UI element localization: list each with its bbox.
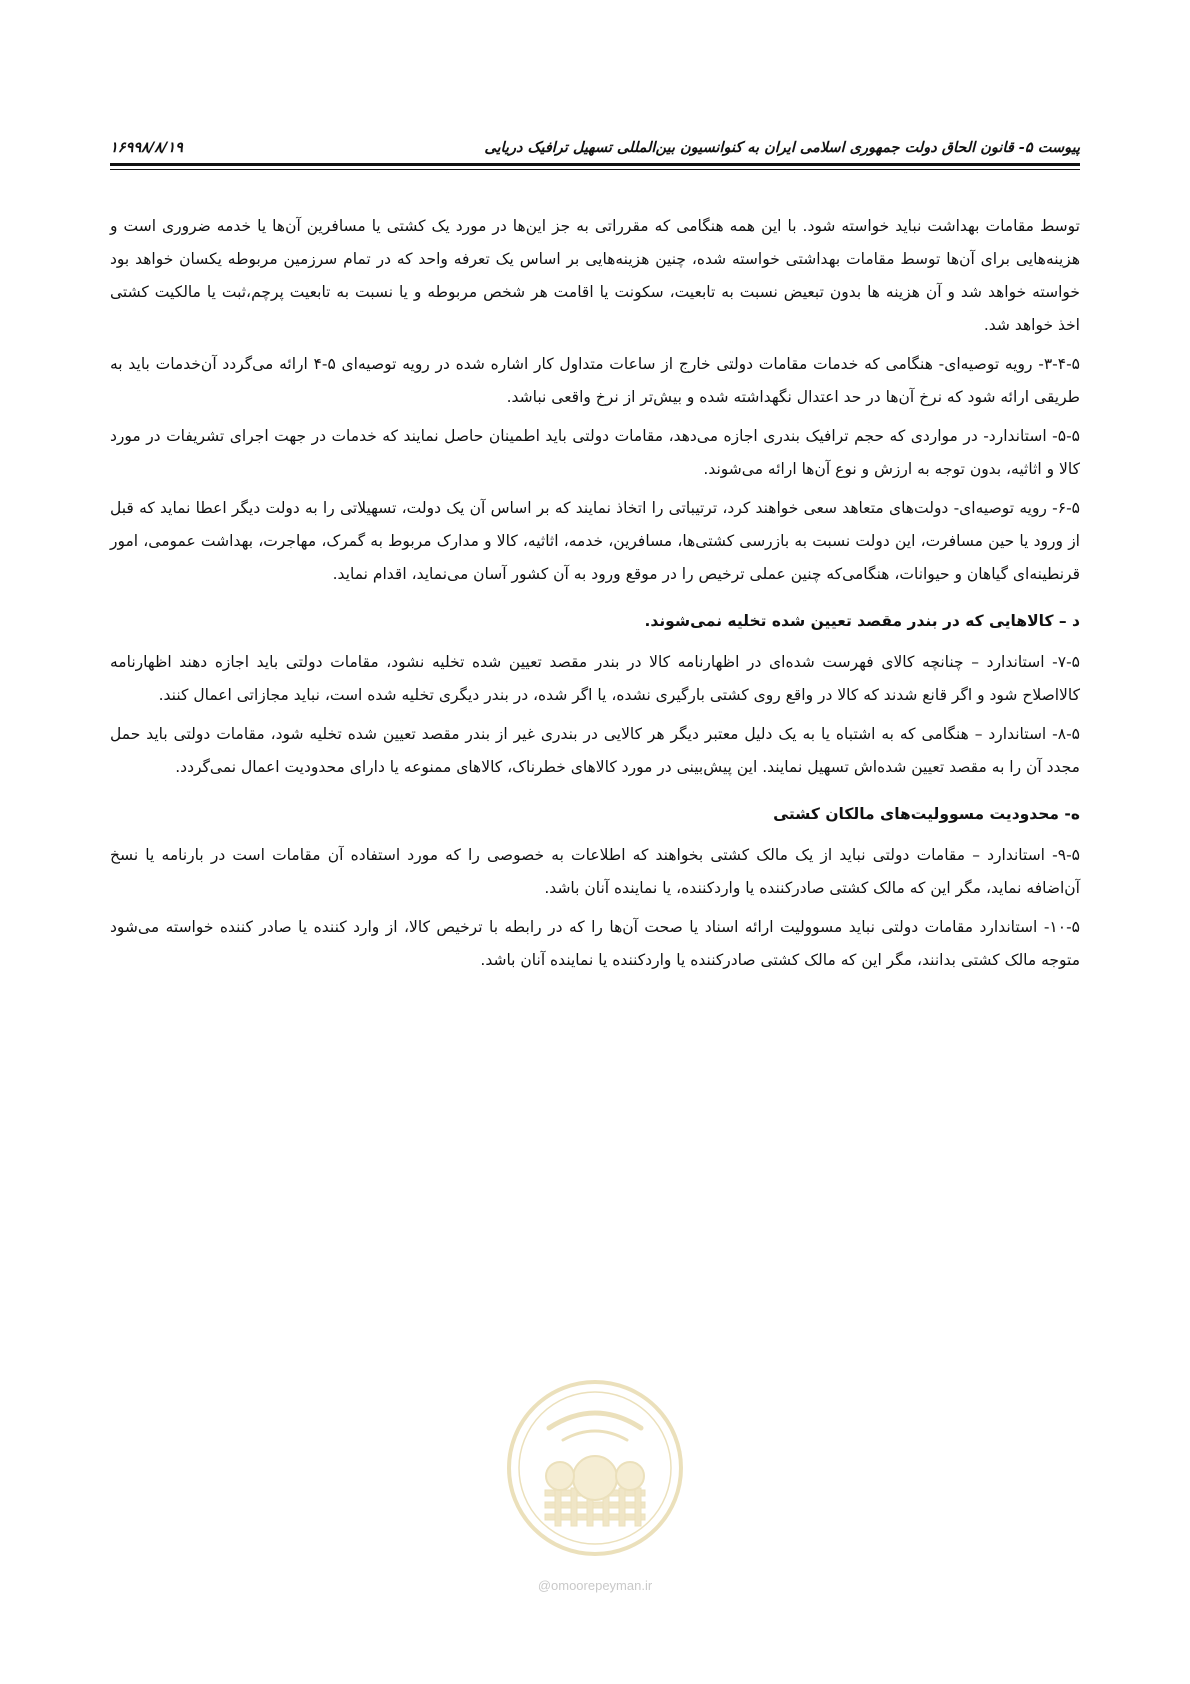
header-rule-thick xyxy=(110,163,1080,166)
section-heading-d: د – کالاهایی که در بندر مقصد تعیین شده تخلیه نمی‌شوند. xyxy=(644,612,1080,630)
header-rule-thin xyxy=(110,169,1080,170)
header-title: پیوست ۵- قانون الحاق دولت جمهوری اسلامی ایران به کنوانسیون بین‌المللی تسهیل ترافیک دریایی xyxy=(484,140,1080,156)
paragraph-5-4-3: ۳-۴-۵- رویه توصیه‌ای- هنگامی که خدمات مقامات دولتی خارج از ساعات متداول کار اشاره شده در رویه توصیه‌ای ۵-۴ ارائه می‌گردد آن‌خدمات باید به طریقی ارائه شود که نرخ آن‌ها در حد اعتدال نگهداشته شده و بیش‌تر از نرخ واقعی نباشد. xyxy=(110,355,1080,406)
section-heading-h: ه- محدودیت مسوولیت‌های مالکان کشتی xyxy=(773,805,1080,823)
paragraph-5-9: ۹-۵- استاندارد – مقامات دولتی نباید از یک مالک کشتی بخواهند که اطلاعات به خصوصی را که مورد استفاده آن مقامات است در بارنامه یا نسخ آن‌اضافه نماید، مگر این که مالک کشتی صادرکننده یا واردکننده، یا نماینده آنان باشد. xyxy=(110,846,1080,897)
watermark-caption: @omoorepeyman.ir xyxy=(537,1578,653,1593)
page-header xyxy=(110,128,1080,156)
paragraph-5-6: ۶-۵- رویه توصیه‌ای- دولت‌های متعاهد سعی خواهند کرد، ترتیباتی را اتخاذ نمایند که بر اساس آن یک دولت، تسهیلاتی را به دولت دیگر اعطا نماید که قبل از ورود یا حین مسافرت، این دولت نسبت به بازرسی کشتی‌ها، مسافرین، خدمه، اثاثیه، کالا و مدارک مربوط به گمرک، مهاجرت، بهداشت عمومی، امور قرنطینه‌ای گیاهان و حیوانات، هنگامی‌که چنین عملی ترخیص را در موقع ورود به آن کشور آسان می‌نماید، اقدام نماید. xyxy=(110,499,1080,583)
paragraph-5-8: ۸-۵- استاندارد – هنگامی که به اشتباه یا به یک دلیل معتبر دیگر هر کالایی در بندری غیر از بندر مقصد تعیین شده تخلیه شود، مقامات دولتی باید حمل مجدد آن را به مقصد تعیین شده‌اش تسهیل نمایند. این پیش‌بینی در مورد کالاهای خطرناک، کالاهای ممنوعه یا دارای محدودیت اعمال نمی‌گردد. xyxy=(110,725,1080,776)
paragraph-5-10: ۱۰-۵- استاندارد مقامات دولتی نباید مسوولیت ارائه اسناد یا صحت آن‌ها را که در رابطه با ترخیص کالا، از وارد کننده یا صادر کننده خواسته می‌شود متوجه مالک کشتی بدانند، مگر این که مالک کشتی صادرکننده یا واردکننده یا نماینده آنان باشد. xyxy=(110,918,1080,969)
paragraph-5-5: ۵-۵- استاندارد- در مواردی که حجم ترافیک بندری اجازه می‌دهد، مقامات دولتی باید اطمینان حاصل نمایند که خدمات در جهت اجرای تشریفات در مورد کالا و اثاثیه، بدون توجه به ارزش و نوع آن‌ها ارائه می‌شوند. xyxy=(110,427,1080,478)
watermark-logo xyxy=(505,1378,685,1558)
paragraph-hygiene-fees: توسط مقامات بهداشت نباید خواسته شود. با این همه هنگامی که مقرراتی به جز این‌ها در مورد یک کشتی یا مسافرین آن‌ها یا خدمه ضروری است و هزینه‌هایی برای آن‌ها توسط مقامات بهداشتی خواسته شده، چنین هزینه‌هایی بر اساس یک تعرفه واحد که در تمام سرزمین مربوطه یکسان خواهد بود خواسته خواهد شد و آن هزینه ها بدون تبعیض نسبت به تابعیت، سکونت یا اقامت هر شخص مربوطه و یا نسبت به تابعیت پرچم،ثبت یا مالکیت کشتی اخذ خواهد شد. xyxy=(110,217,1080,334)
paragraph-5-7: ۷-۵- استاندارد – چنانچه کالای فهرست شده‌ای در اظهارنامه کالا در بندر مقصد تعیین شده تخلیه نشود، مقامات دولتی باید اجازه دهند اظهارنامه کالااصلاح شود و اگر قانع شدند که کالا در واقع روی کشتی بارگیری نشده، یا اگر شده، در بندر دیگری تخلیه شده است، نباید مجازاتی اعمال کنند. xyxy=(110,653,1080,704)
header-document-code: ۱۶۹۹۸/۸/۱۹ xyxy=(110,140,183,156)
document-body xyxy=(110,210,1080,983)
